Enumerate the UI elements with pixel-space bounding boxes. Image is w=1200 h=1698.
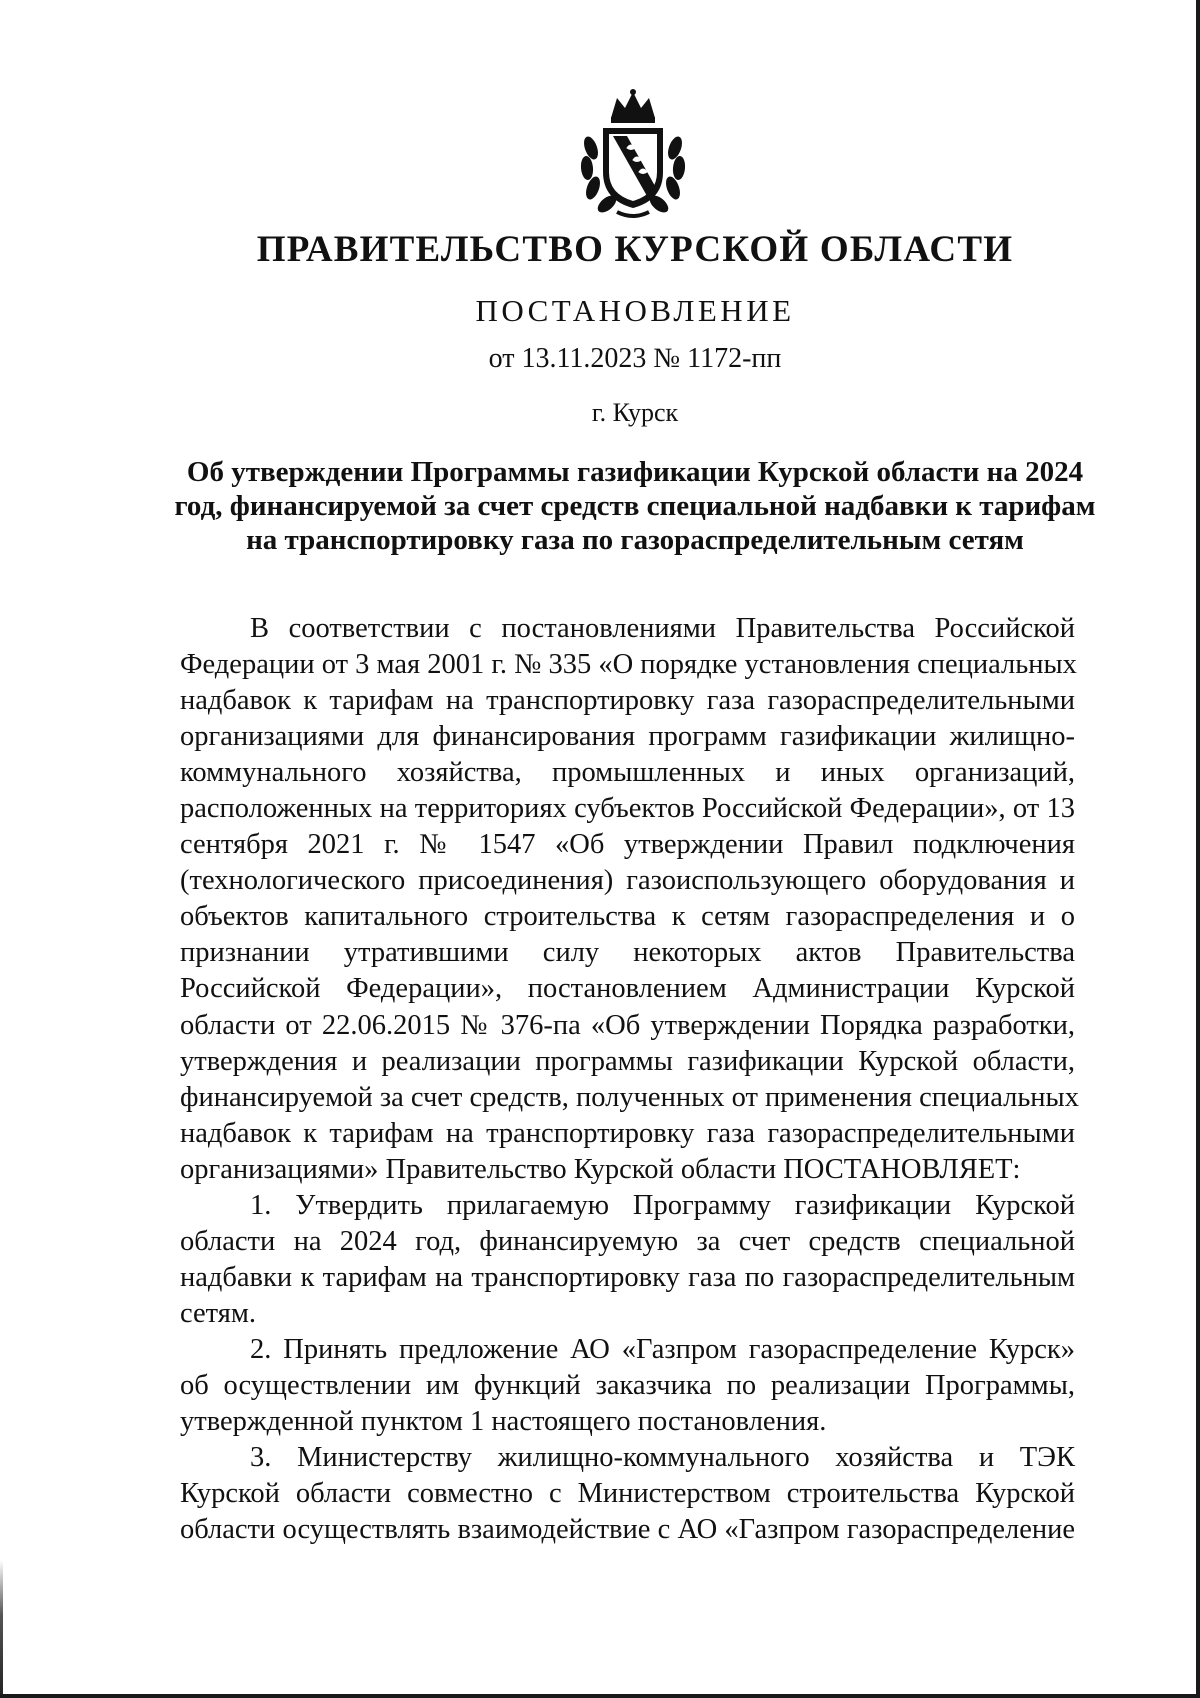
body-line: надбавок к тарифам на транспортировку газа газораспределительными <box>180 685 1075 717</box>
coat-of-arms-icon <box>567 88 699 220</box>
body-line: 3. Министерству жилищно-коммунального хозяйства и ТЭК <box>250 1442 1075 1474</box>
body-line: области от 22.06.2015 № 376-па «Об утверждении Порядка разработки, <box>180 1009 1075 1041</box>
subject-line: Об утверждении Программы газификации Курской области на 2024 <box>186 456 1084 488</box>
body-line: Российской Федерации», постановлением Администрации Курской <box>180 973 1075 1005</box>
body-line: сетям. <box>180 1297 256 1329</box>
body-line: организациями» Правительство Курской области ПОСТАНОВЛЯЕТ: <box>180 1153 1021 1185</box>
body-line: 2. Принять предложение АО «Газпром газораспределение Курск» <box>250 1333 1075 1365</box>
scan-edge-bottom <box>0 1694 1200 1698</box>
scan-edge-left <box>0 1560 3 1698</box>
document-number: от 13.11.2023 № 1172-пп <box>488 343 782 374</box>
body-line: области осуществлять взаимодействие с АО «Газпром газораспределение <box>180 1514 1075 1546</box>
body-line: организациями для финансирования программ газификации жилищно- <box>180 721 1075 753</box>
body-line: утвержденной пунктом 1 настоящего постановления. <box>180 1406 827 1438</box>
body-line: коммунального хозяйства, промышленных и иных организаций, <box>180 757 1075 789</box>
body-line: (технологического присоединения) газоиспользующего оборудования и <box>180 865 1075 897</box>
body-line: Курской области совместно с Министерством строительства Курской <box>180 1478 1075 1510</box>
body-line: расположенных на территориях субъектов Российской Федерации», от 13 <box>180 793 1075 825</box>
body-line: финансируемой за счет средств, полученных от применения специальных <box>180 1081 1079 1113</box>
body-line: 1. Утвердить прилагаемую Программу газификации Курской <box>250 1189 1075 1221</box>
body-line: утверждения и реализации программы газификации Курской области, <box>180 1045 1075 1077</box>
body-line: объектов капитального строительства к сетям газораспределения и о <box>180 901 1075 933</box>
body-line: об осуществлении им функций заказчика по реализации Программы, <box>180 1369 1075 1401</box>
body-line: надбавок к тарифам на транспортировку газа газораспределительными <box>180 1117 1075 1149</box>
organization-title: ПРАВИТЕЛЬСТВО КУРСКОЙ ОБЛАСТИ <box>256 229 1014 270</box>
body-line: В соответствии с постановлениями Правительства Российской <box>250 613 1075 644</box>
body-line: надбавки к тарифам на транспортировку газа по газораспределительным <box>180 1261 1075 1293</box>
body-line: Федерации от 3 мая 2001 г. № 335 «О порядке установления специальных <box>180 649 1077 681</box>
body-line: признании утратившими силу некоторых актов Правительства <box>180 937 1075 969</box>
city-label: г. Курск <box>591 398 679 427</box>
document-type: ПОСТАНОВЛЕНИЕ <box>475 293 795 328</box>
subject-line: на транспортировку газа по газораспределительным сетям <box>246 524 1024 556</box>
body-line: сентября 2021 г. № 1547 «Об утверждении Правил подключения <box>180 829 1075 861</box>
subject-line: год, финансируемой за счет средств специальной надбавки к тарифам <box>174 490 1096 522</box>
document-subject <box>170 455 1100 557</box>
document-body <box>180 611 1079 1548</box>
body-line: области на 2024 год, финансируемую за счет средств специальной <box>180 1225 1075 1257</box>
